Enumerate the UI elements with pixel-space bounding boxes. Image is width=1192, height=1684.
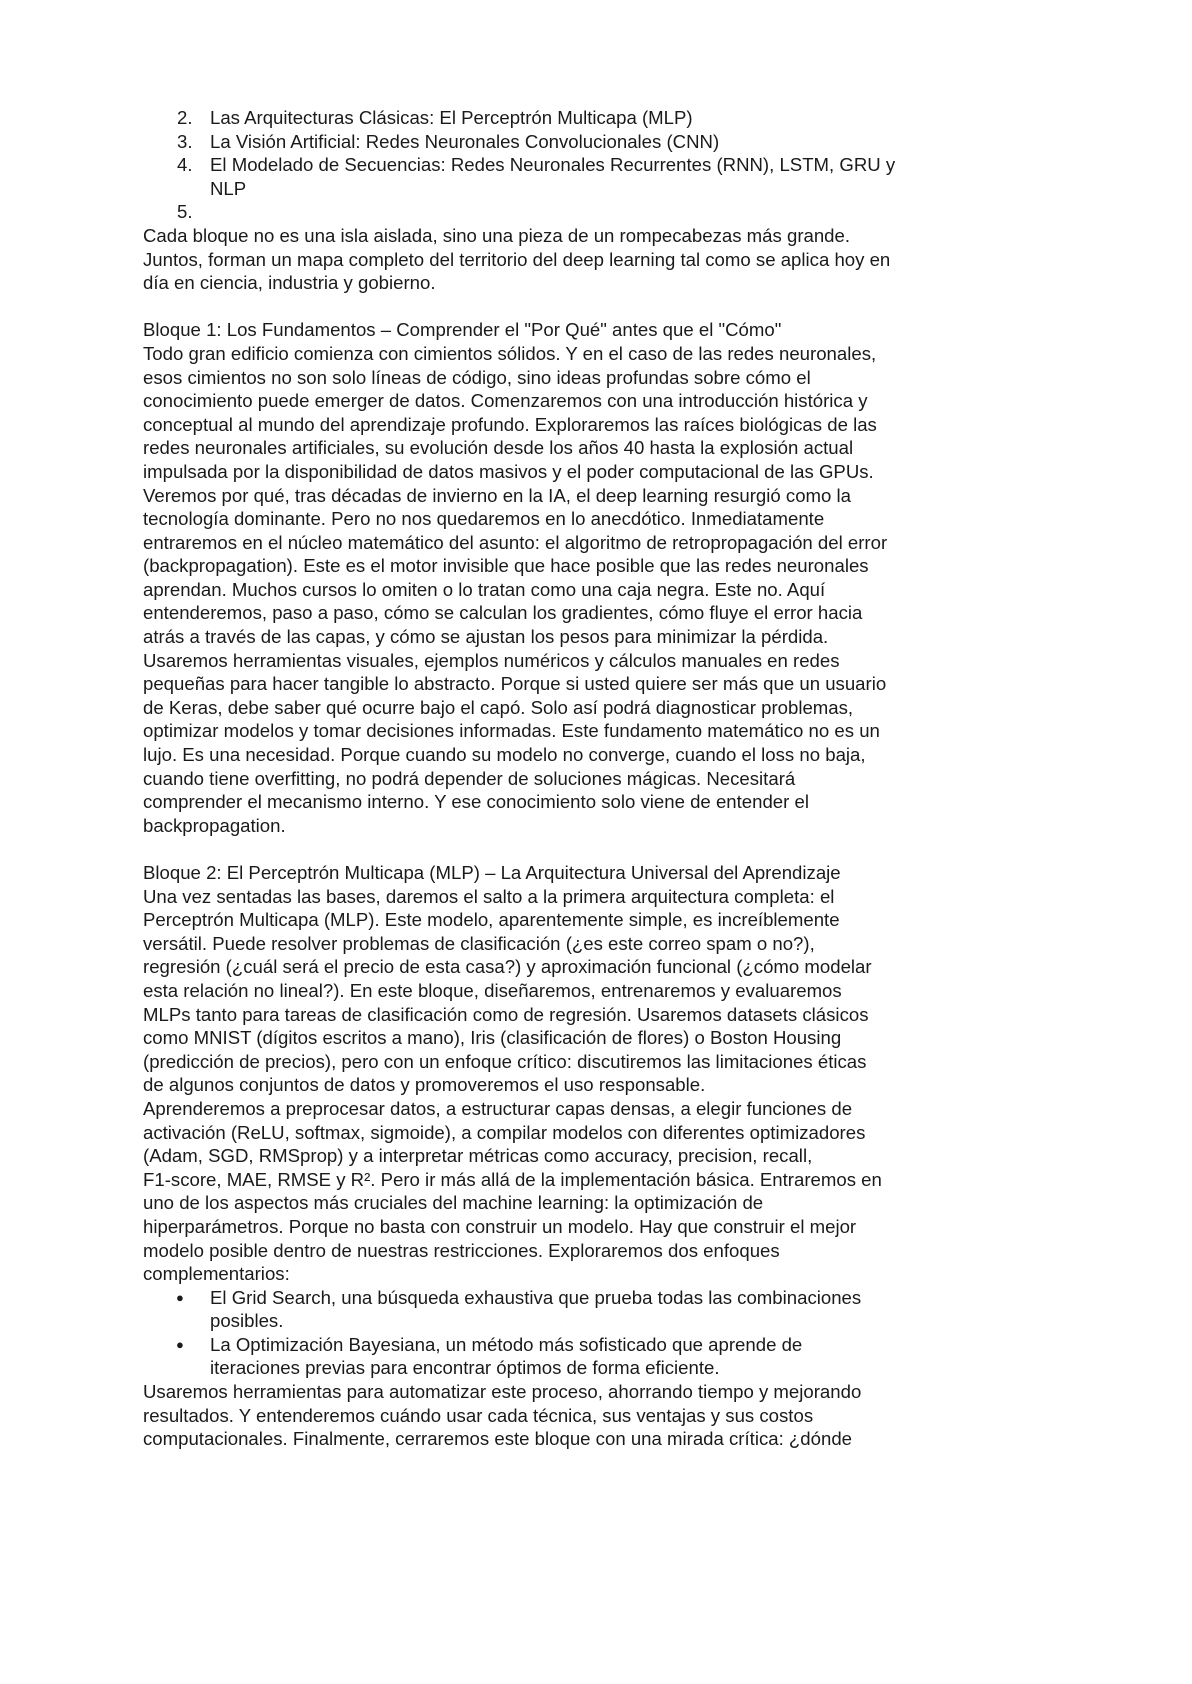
bullet-list-item [143, 1356, 1043, 1380]
paragraph-line: (Adam, SGD, RMSprop) y a interpretar métricas como accuracy, precision, recall, [143, 1145, 813, 1167]
numbered-list-item [143, 177, 1043, 201]
paragraph-line: optimizar modelos y tomar decisiones informadas. Este fundamento matemático no es un [143, 720, 880, 742]
paragraph-line: aprendan. Muchos cursos lo omiten o lo tratan como una caja negra. Este no. Aquí [143, 578, 826, 600]
bullet-text: La Optimización Bayesiana, un método más sofisticado que aprende de [210, 1333, 803, 1355]
numbered-list-item [143, 106, 1043, 130]
paragraph-line: tecnología dominante. Pero no nos quedaremos en lo anecdótico. Inmediatamente [143, 508, 825, 530]
paragraph-line: MLPs tanto para tareas de clasificación como de regresión. Usaremos datasets clásicos [143, 1003, 869, 1025]
paragraph-line: Usaremos herramientas visuales, ejemplos numéricos y cálculos manuales en redes [143, 649, 840, 671]
paragraph-line: Una vez sentadas las bases, daremos el salto a la primera arquitectura completa: el [143, 885, 835, 907]
bullet-icon: ● [176, 1289, 184, 1305]
paragraph-line: pequeñas para hacer tangible lo abstracto. Porque si usted quiere ser más que un usuario [143, 673, 887, 695]
paragraph-line: lujo. Es una necesidad. Porque cuando su modelo no converge, cuando el loss no baja, [143, 744, 866, 766]
paragraph-line: de Keras, debe saber qué ocurre bajo el capó. Solo así podrá diagnosticar problemas, [143, 696, 854, 718]
paragraph-line: (predicción de precios), pero con un enfoque crítico: discutiremos las limitaciones éticas [143, 1050, 867, 1072]
paragraph-line: complementarios: [143, 1263, 290, 1285]
paragraph-line: Cada bloque no es una isla aislada, sino una pieza de un rompecabezas más grande. [143, 224, 851, 246]
paragraph-line: como MNIST (dígitos escritos a mano), Iris (clasificación de flores) o Boston Housing [143, 1027, 842, 1049]
paragraph-line: atrás a través de las capas, y cómo se ajustan los pesos para minimizar la pérdida. [143, 626, 829, 648]
paragraph-line: comprender el mecanismo interno. Y ese conocimiento solo viene de entender el [143, 791, 809, 813]
numbered-list-item [143, 200, 1043, 224]
paragraph-line: entraremos en el núcleo matemático del asunto: el algoritmo de retropropagación del error [143, 531, 888, 553]
list-number: 3. [177, 130, 193, 152]
paragraph-line: Perceptrón Multicapa (MLP). Este modelo, aparentemente simple, es increíblemente [143, 909, 840, 931]
list-item-text: Las Arquitecturas Clásicas: El Perceptrón Multicapa (MLP) [210, 107, 693, 128]
bullet-list-item [143, 1309, 1043, 1333]
paragraph-line: computacionales. Finalmente, cerraremos este bloque con una mirada crítica: ¿dónde [143, 1428, 852, 1450]
paragraph-line: Usaremos herramientas para automatizar este proceso, ahorrando tiempo y mejorando [143, 1381, 862, 1403]
list-number: 2. [177, 107, 193, 128]
bullet-text: posibles. [210, 1310, 284, 1332]
paragraph-line: backpropagation. [143, 814, 286, 836]
numbered-list-item [143, 130, 1043, 154]
paragraph-line: uno de los aspectos más cruciales del machine learning: la optimización de [143, 1192, 764, 1214]
paragraph-line: de algunos conjuntos de datos y promoveremos el uso responsable. [143, 1074, 706, 1096]
paragraph-line: esta relación no lineal?). En este bloque, diseñaremos, entrenaremos y evaluaremos [143, 979, 842, 1001]
paragraph-line: Aprenderemos a preprocesar datos, a estructurar capas densas, a elegir funciones de [143, 1097, 853, 1119]
paragraph-line: esos cimientos no son solo líneas de código, sino ideas profundas sobre cómo el [143, 366, 811, 388]
paragraph-line: F1-score, MAE, RMSE y R². Pero ir más allá de la implementación básica. Entraremos en [143, 1168, 882, 1190]
paragraph-line: impulsada por la disponibilidad de datos masivos y el poder computacional de las GPUs. [143, 460, 874, 482]
paragraph-line: (backpropagation). Este es el motor invisible que hace posible que las redes neuronales [143, 555, 869, 577]
paragraph-line: conceptual al mundo del aprendizaje profundo. Exploraremos las raíces biológicas de las [143, 413, 877, 435]
paragraph-line: redes neuronales artificiales, su evolución desde los años 40 hasta la explosión actual [143, 437, 854, 459]
section-heading-block-2: Bloque 2: El Perceptrón Multicapa (MLP) – La Arquitectura Universal del Aprendizaje [143, 862, 841, 883]
paragraph-line: conocimiento puede emerger de datos. Comenzaremos con una introducción histórica y [143, 390, 868, 412]
list-item-text: El Modelado de Secuencias: Redes Neuronales Recurrentes (RNN), LSTM, GRU y [210, 154, 896, 176]
bullet-text: iteraciones previas para encontrar óptimos de forma eficiente. [210, 1357, 720, 1379]
paragraph-line: entenderemos, paso a paso, cómo se calculan los gradientes, cómo fluye el error hacia [143, 602, 863, 624]
paragraph-line: Juntos, forman un mapa completo del territorio del deep learning tal como se aplica hoy en [143, 248, 891, 270]
paragraph-line: regresión (¿cuál será el precio de esta casa?) y aproximación funcional (¿cómo modelar [143, 956, 872, 978]
list-item-text: La Visión Artificial: Redes Neuronales Convolucionales (CNN) [210, 130, 720, 152]
section-heading-block-1: Bloque 1: Los Fundamentos – Comprender el "Por Qué" antes que el "Cómo" [143, 319, 782, 341]
paragraph-line: resultados. Y entenderemos cuándo usar cada técnica, sus ventajas y sus costos [143, 1404, 814, 1426]
document-page [143, 106, 1043, 1451]
list-number: 5. [177, 201, 193, 223]
list-item-text: NLP [210, 177, 247, 199]
blank-line [143, 295, 1043, 319]
paragraph-line: versátil. Puede resolver problemas de clasificación (¿es este correo spam o no?), [143, 932, 815, 954]
paragraph-line: hiperparámetros. Porque no basta con construir un modelo. Hay que construir el mejor [143, 1215, 857, 1237]
paragraph-line: día en ciencia, industria y gobierno. [143, 272, 436, 294]
list-number: 4. [177, 154, 193, 176]
paragraph-line: modelo posible dentro de nuestras restricciones. Exploraremos dos enfoques [143, 1239, 780, 1261]
bullet-list-item [143, 1286, 1043, 1310]
paragraph-line: Todo gran edificio comienza con cimientos sólidos. Y en el caso de las redes neuronales, [143, 342, 877, 364]
bullet-icon: ● [176, 1336, 184, 1352]
blank-line [143, 837, 1043, 861]
paragraph-line: Veremos por qué, tras décadas de invierno en la IA, el deep learning resurgió como la [143, 484, 852, 506]
bullet-list-item [143, 1333, 1043, 1357]
paragraph-line: activación (ReLU, softmax, sigmoide), a compilar modelos con diferentes optimizadores [143, 1121, 866, 1143]
paragraph-line: cuando tiene overfitting, no podrá depender de soluciones mágicas. Necesitará [143, 767, 796, 789]
bullet-text: El Grid Search, una búsqueda exhaustiva que prueba todas las combinaciones [210, 1286, 862, 1308]
numbered-list-item [143, 153, 1043, 177]
